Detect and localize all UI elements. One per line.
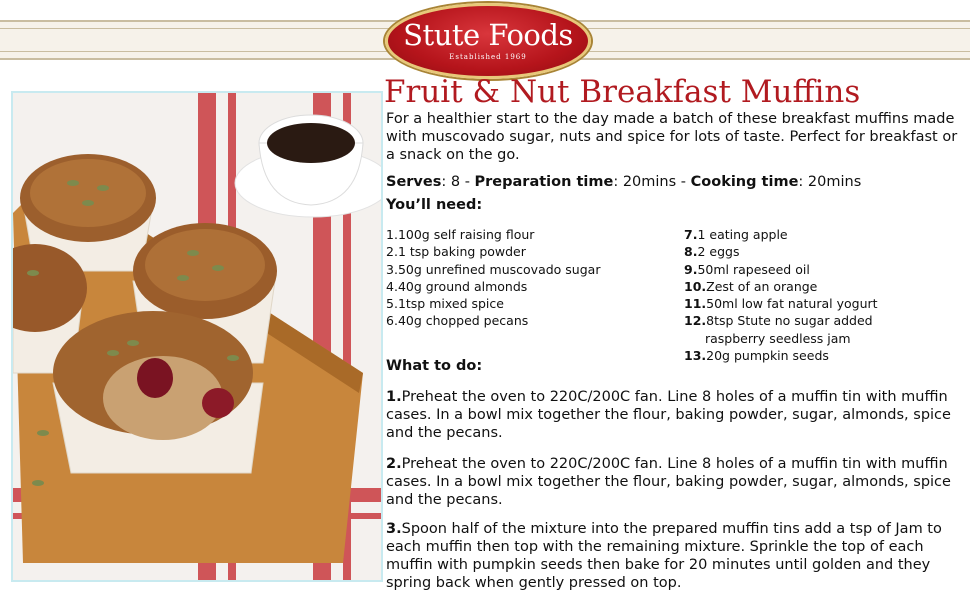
method-heading: What to do:	[386, 358, 483, 374]
ingredient-item: 1.100g self raising flour	[386, 227, 535, 242]
serves-label: Serves	[386, 174, 442, 190]
prep-value: : 20mins -	[613, 174, 691, 190]
serves-value: : 8 -	[441, 174, 475, 190]
ingredient-item: 3.50g unrefined muscovado sugar	[386, 261, 601, 277]
ingredient-item: 4.40g ground almonds	[386, 278, 528, 294]
ingredients-heading: You’ll need:	[386, 197, 483, 213]
ingredient-item: 5.1tsp mixed spice	[386, 296, 504, 312]
recipe-meta	[386, 174, 861, 190]
cook-value: : 20mins	[798, 174, 862, 190]
ingredients-list-left	[386, 226, 600, 330]
ingredient-item: 10.Zest of an orange	[684, 278, 818, 294]
ingredient-item: 12.8tsp Stute no sugar added raspberry seedless jam	[684, 313, 873, 346]
ingredients-list-right	[684, 226, 884, 364]
brand-name: Stute Foods	[403, 18, 573, 52]
recipe-title: Fruit & Nut Breakfast Muffins	[384, 74, 861, 110]
muffins-photo	[11, 91, 383, 582]
brand-established: Established 1969	[449, 53, 527, 61]
ingredient-item: 2.1 tsp baking powder	[386, 244, 526, 260]
ingredient-item: 11.50ml low fat natural yogurt	[684, 296, 878, 312]
cook-label: Cooking time	[690, 174, 799, 190]
ingredient-item: 13.20g pumpkin seeds	[684, 348, 829, 364]
ingredient-item: 9.50ml rapeseed oil	[684, 261, 810, 277]
recipe-intro: For a healthier start to the day made a batch of these breakfast muffins made with muscovado sugar, nuts and spice for lots of taste. Perfect for breakfast or a snack on the go.	[386, 111, 958, 163]
method-step: 1.Preheat the oven to 220C/200C fan. Line 8 holes of a muffin tin with muffin cases. In a bowl mix together the flour, baking powder, sugar, almonds, spice and the pecans.	[386, 389, 951, 441]
ingredient-item: 6.40g chopped pecans	[386, 313, 529, 329]
method-step: 3.Spoon half of the mixture into the prepared muffin tins add a tsp of Jam to each muffin then top with the remaining mixture. Sprinkle the top of each muffin with pumpkin seeds then bake for 20 minutes until golden and they spring back when gently pressed on top.	[386, 521, 942, 591]
method-step: 2.Preheat the oven to 220C/200C fan. Line 8 holes of a muffin tin with muffin cases. In a bowl mix together the flour, baking powder, sugar, almonds, spice and the pecans.	[386, 456, 951, 508]
ingredient-item: 7.1 eating apple	[684, 227, 788, 242]
muffins-illustration	[13, 93, 381, 580]
stute-foods-logo	[385, 3, 591, 79]
ingredient-item: 8.2 eggs	[684, 244, 740, 260]
prep-label: Preparation time	[474, 174, 614, 190]
